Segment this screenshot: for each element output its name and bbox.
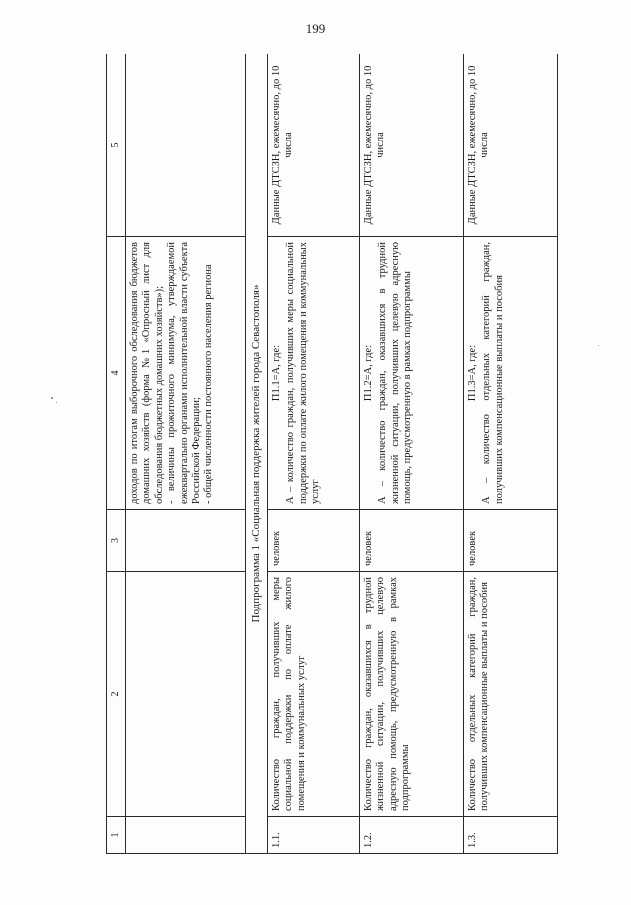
formula-text: П1.1=А, где: [271,344,282,402]
unit-cell: человек [464,510,558,572]
continued-row [126,54,246,854]
cell-empty [126,817,246,854]
header-cell: 3 [107,510,126,572]
scan-speck [56,402,57,403]
cell-empty [126,510,246,572]
unit-cell: человек [268,510,360,572]
source-cell: Данные ДТСЗН, ежемесячно, до 10 числа [268,54,360,237]
row-number: 1.3. [464,817,558,854]
header-cell: 4 [107,237,126,510]
page-number: 199 [305,21,326,36]
indicator-name: Количество граждан, получивших меры социальной поддержки по оплате жилого помещения и коммунальных услуг [268,572,360,817]
subprogram-row [246,54,268,854]
table-row [464,54,558,854]
row-number: 1.1. [268,817,360,854]
methodology-cell [360,237,464,510]
formula-text: П1.2=А, где: [363,344,374,402]
rotated-table-frame [106,54,558,854]
header-row [107,54,126,854]
header-cell: 2 [107,572,126,817]
unit-cell: человек [360,510,464,572]
formula-description: А – количество граждан, получивших меры социальной поддержки по оплате жилого помещения и коммунальных услуг [285,242,322,504]
indicator-name: Количество отдельных категорий граждан, получивших компенсационные выплаты и пособия [464,572,558,817]
cell-empty [126,54,246,237]
indicators-table [106,54,558,854]
subprogram-title: Подпрограмма 1 «Социальная поддержка жителей города Севастополя» [246,54,268,854]
header-cell: 1 [107,817,126,854]
formula-description: А – количество отдельных категорий граждан, получивших компенсационные выплаты и пособия [481,242,505,504]
source-cell: Данные ДТСЗН, ежемесячно, до 10 числа [464,54,558,237]
formula-text: П1.3=А, где: [467,344,478,402]
methodology-cell [464,237,558,510]
continued-methodology-text: доходов по итогам выборочного обследования бюджетов домашних хозяйств (форма №1 «Опросный лист для обследования бюджетных домашних хозяйств»); - величины прожиточного минимума, утверждаемой ежеквартально органами исполнительной власти субъекта Российской Федерации; - общей численности постоянного населения региона [129,242,215,504]
cell-empty [126,572,246,817]
methodology-cell [268,237,360,510]
row-number: 1.2. [360,817,464,854]
scan-speck [598,345,599,346]
table-row [360,54,464,854]
header-cell: 5 [107,54,126,237]
indicator-name: Количество граждан, оказавшихся в трудной жизненной ситуации, получивших целевую адресную помощь, предусмотренную в рамках подпрограммы [360,572,464,817]
formula-description: А – количество граждан, оказавшихся в трудной жизненной ситуации, получивших целевую адресную помощь, предусмотренную в рамках подпрограммы [377,242,414,504]
continued-methodology-cell [126,237,246,510]
scan-speck [51,397,53,399]
source-cell: Данные ДТСЗН, ежемесячно, до 10 числа [360,54,464,237]
table-row [268,54,360,854]
rotated-table [106,54,558,854]
